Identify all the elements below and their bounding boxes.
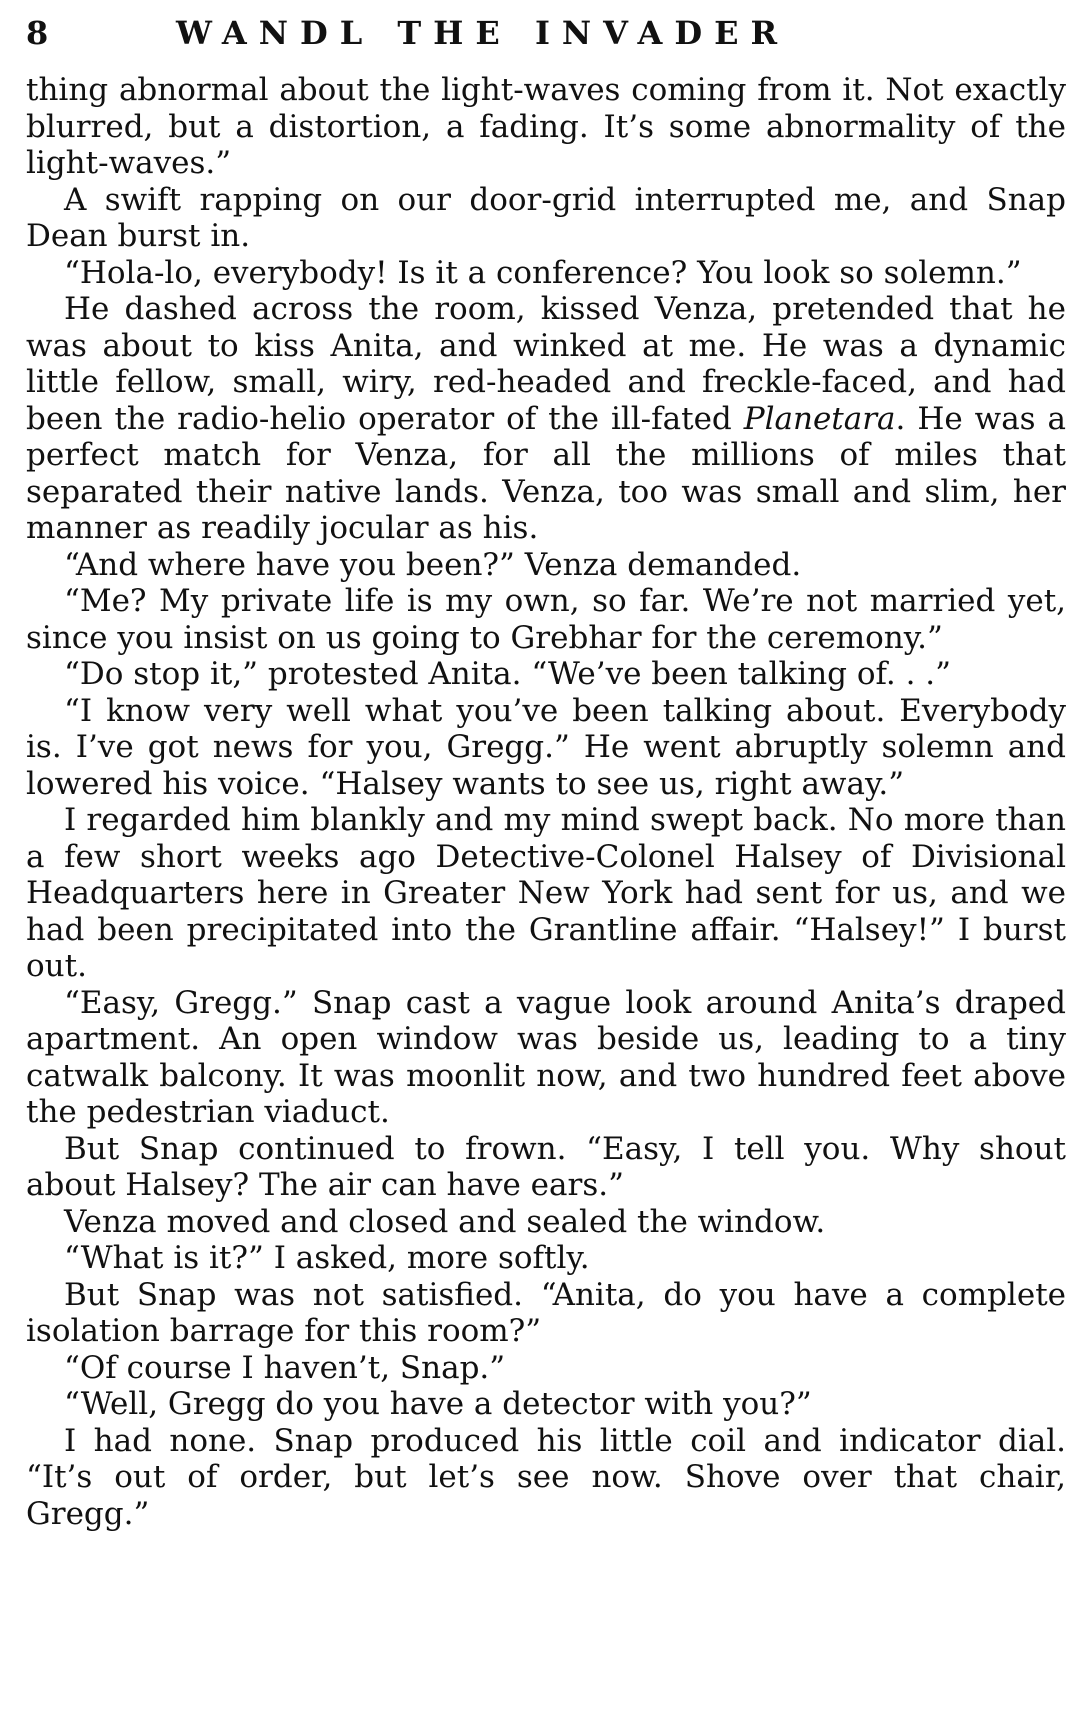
page-header <box>26 14 1020 60</box>
paragraph-text: He dashed across the room, kissed Venza, pretended that he was about to kiss Anita, and winked at me. He was a dynamic little fellow, small, wiry, red-headed and freckle-faced, and had been the radio-helio operator of the ill-fated <box>26 291 1066 437</box>
ship-name-italic: Planetara <box>743 400 896 437</box>
paragraph: “Hola-lo, everybody! Is it a conference? You look so solemn.” <box>64 254 1022 291</box>
paragraph: thing abnormal about the light-waves coming from it. Not exactly blurred, but a distortion, a fading. It’s some abnormality of the light-waves.” <box>26 72 1066 181</box>
paragraph: “Well, Gregg do you have a detector with you?” <box>64 1386 812 1422</box>
paragraph: “Easy, Gregg.” Snap cast a vague look around Anita’s draped apartment. An open window was beside us, leading to a tiny catwalk balcony. It was moonlit now, and two hundred feet above the pedestrian viaduct. <box>26 984 1066 1130</box>
running-title: WANDL THE INVADER <box>176 14 790 52</box>
paragraph: I regarded him blankly and my mind swept back. No more than a few short weeks ago Detective-Colonel Halsey of Divisional Headquarters here in Greater New York had sent for us, and we had been precipitated into the Grantline affair. “Halsey!” I burst out. <box>26 802 1066 984</box>
paragraph: “I know very well what you’ve been talking about. Everybody is. I’ve got news for you, Gregg.” He went abruptly solemn and lowered his voice. “Halsey wants to see us, right away.” <box>26 692 1066 802</box>
body-text <box>26 72 1066 1532</box>
paragraph: But Snap continued to frown. “Easy, I tell you. Why shout about Halsey? The air can have ears.” <box>26 1130 1066 1203</box>
paragraph: “Do stop it,” protested Anita. “We’ve been talking of. . .” <box>64 656 952 692</box>
paragraph: “Of course I haven’t, Snap.” <box>64 1349 506 1386</box>
page-number: 8 <box>26 14 49 52</box>
paragraph: A swift rapping on our door-grid interrupted me, and Snap Dean burst in. <box>26 181 1066 254</box>
paragraph: Venza moved and closed and sealed the window. <box>64 1203 826 1240</box>
paragraph: “Me? My private life is my own, so far. We’re not married yet, since you insist on us going to Grebhar for the ceremony.” <box>26 583 1066 656</box>
paragraph-text: . He was a perfect match for Venza, for all the millions of miles that separated their native lands. Venza, too was small and slim, her manner as readily jocular as his. <box>26 400 1067 546</box>
paragraph: “And where have you been?” Venza demanded. <box>64 546 802 583</box>
paragraph: I had none. Snap produced his little coil and indicator dial. “It’s out of order, but let’s see now. Shove over that chair, Gregg.” <box>26 1422 1066 1532</box>
paragraph: “What is it?” I asked, more softly. <box>64 1240 590 1276</box>
paragraph <box>26 291 1066 547</box>
paragraph: But Snap was not satisfied. “Anita, do you have a complete isolation barrage for this room?” <box>26 1276 1066 1349</box>
